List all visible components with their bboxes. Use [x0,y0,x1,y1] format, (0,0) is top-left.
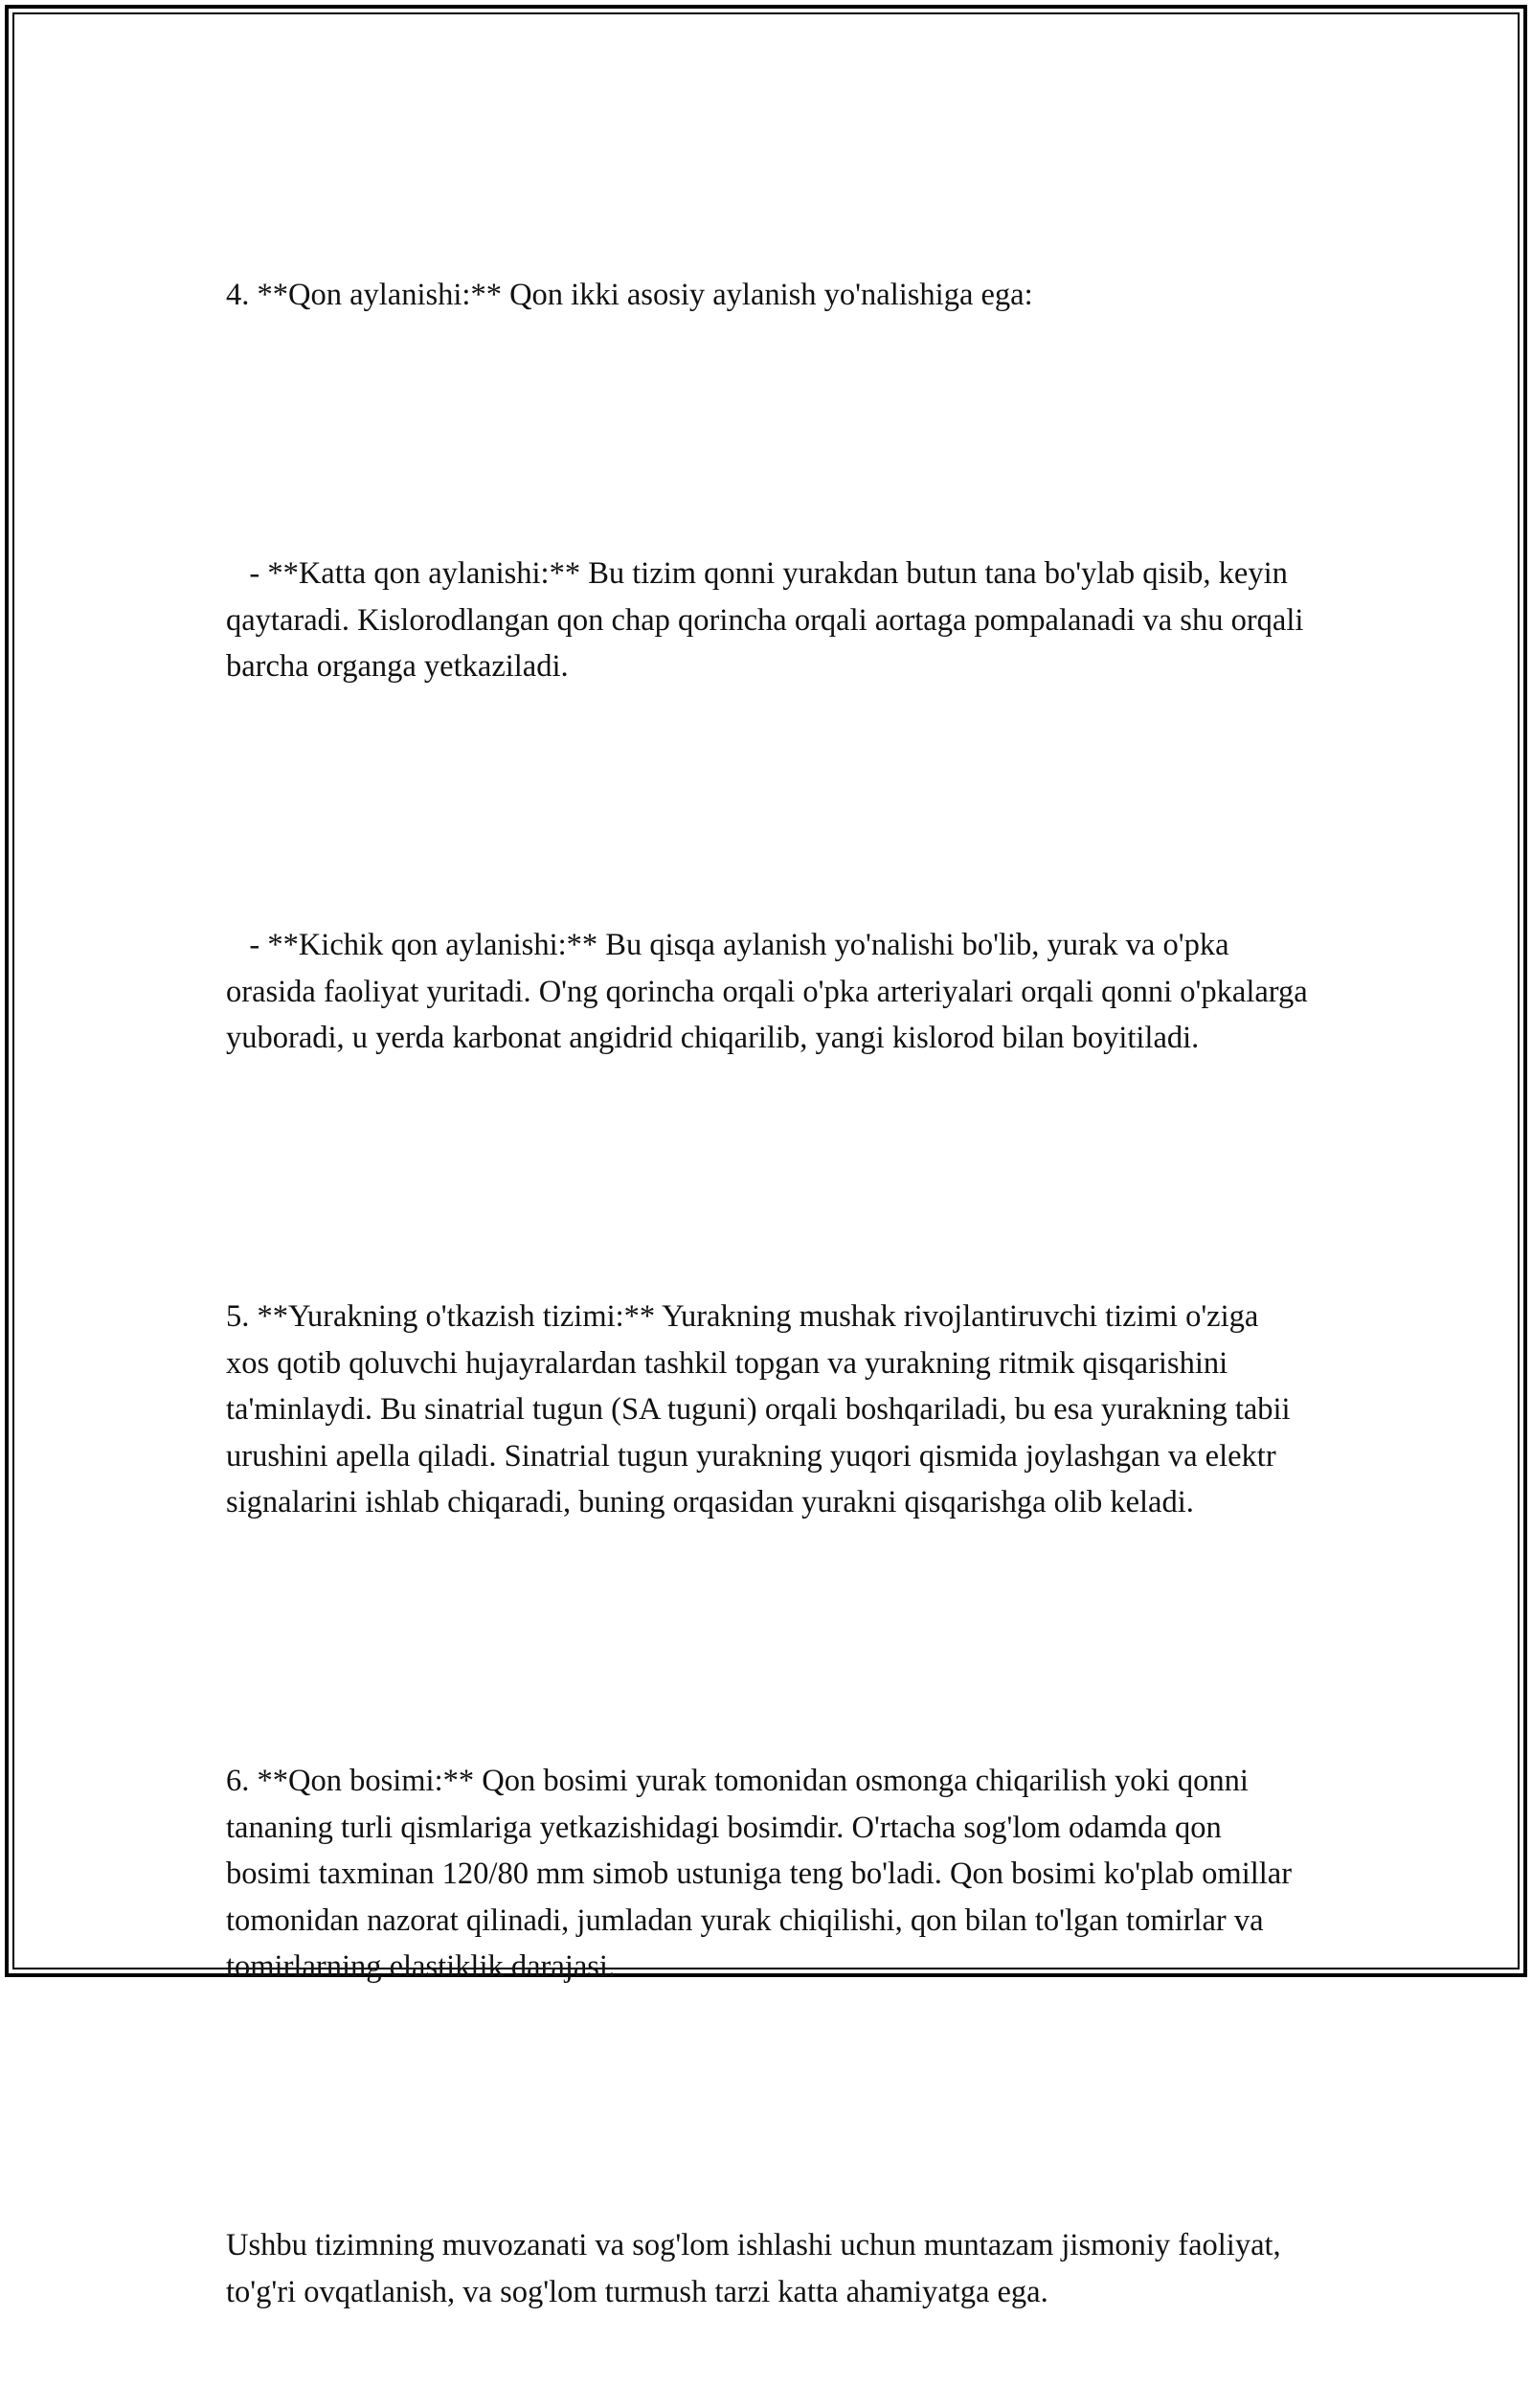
paragraph-spacer [226,2083,1308,2130]
paragraph-spacer [226,783,1308,830]
document-body [226,179,1316,2408]
paragraph-spacer [226,412,1308,459]
paragraph-spacer [226,1619,1308,1666]
paragraph-systemic-circulation: - **Katta qon aylanishi:** Bu tizim qonni yurakdan butun tana bo'ylab qisib, keyin qaytaradi. Kislorodlangan qon chap qorincha orqali aortaga pompalanadi va shu orqali barcha organga yetkaziladi. [226,556,1312,684]
paragraph-blood-circulation: 4. **Qon aylanishi:** Qon ikki asosiy aylanish yo'nalishiga ega: [226,278,1033,312]
paragraph-blood-pressure: 6. **Qon bosimi:** Qon bosimi yurak tomonidan osmonga chiqarilish yoki qonni tananing turli qismlariga yetkazishidagi bosimdir. O'rtacha sog'lom odamda qon bosimi taxminan 120/80 mm simob ustuniga teng bo'ladi. Qon bosimi ko'plab omillar tomonidan nazorat qilinadi, jumladan yurak chiqilishi, qon bilan to'lgan tomirlar va tomirlarning elastiklik darajasi. [226,1764,1300,1984]
paragraph-spacer [226,1155,1308,1202]
paragraph-pulmonary-circulation: - **Kichik qon aylanishi:** Bu qisqa aylanish yo'nalishi bo'lib, yurak va o'pka orasida faoliyat yuritadi. O'ng qorincha orqali o'pka arteriyalari orqali qonni o'pkalarga yuboradi, u yerda karbonat angidrid chiqarilib, yangi kislorod bilan boyitiladi. [226,928,1316,1055]
paragraph-conduction-system: 5. **Yurakning o'tkazish tizimi:** Yurakning mushak rivojlantiruvchi tizimi o'ziga xos qotib qoluvchi hujayralardan tashkil topgan va yurakning ritmik qisqarishini ta'minlaydi. Bu sinatrial tugun (SA tuguni) orqali boshqariladi, bu esa yurakning tabii urushini apella qiladi. Sinatrial tugun yurakning yuqori qismida joylashgan va elektr signalarini ishlab chiqaradi, buning orqasidan yurakni qisqarishga olib keladi. [226,1299,1298,1519]
paragraph-conclusion: Ushbu tizimning muvozanati va sog'lom ishlashi uchun muntazam jismoniy faoliyat, to'g'ri ovqatlanish, va sog'lom turmush tarzi katta ahamiyatga ega. [226,2228,1289,2309]
